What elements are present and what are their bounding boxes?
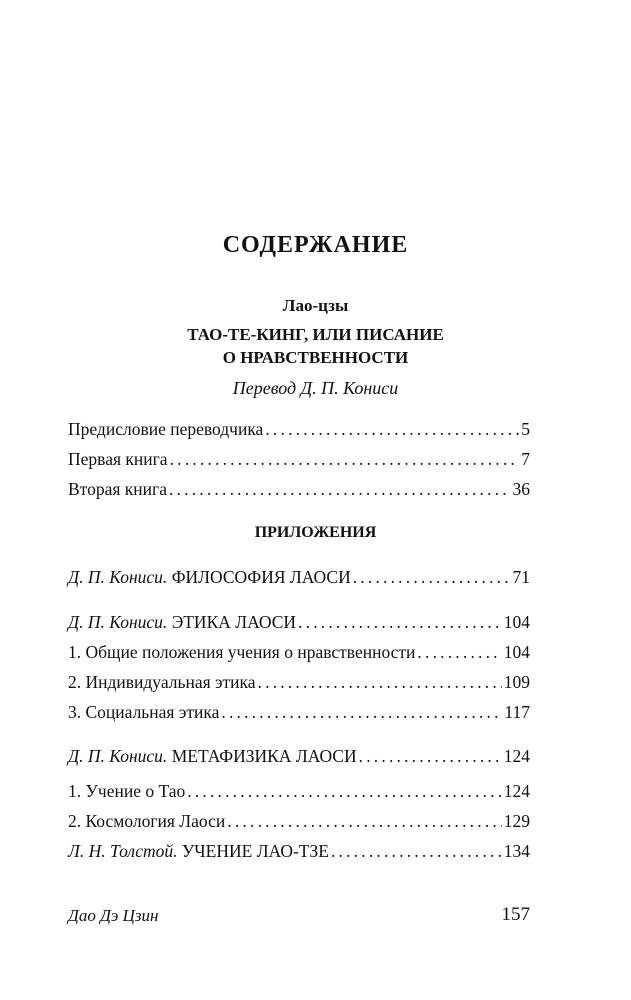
toc-entry-label: Предисловие переводчика xyxy=(68,419,264,439)
leader-dots xyxy=(258,671,502,693)
page-number: 157 xyxy=(501,904,530,925)
toc-entry-label: Первая книга xyxy=(68,449,168,469)
toc-entry-page: 104 xyxy=(503,612,530,632)
toc-entry[interactable] xyxy=(68,840,530,862)
toc-entry-label: ФИЛОСОФИЯ ЛАОСИ xyxy=(171,567,351,587)
toc-entry[interactable] xyxy=(68,780,530,802)
leader-dots xyxy=(187,780,502,802)
toc-entry[interactable] xyxy=(68,448,530,470)
leader-dots xyxy=(221,701,502,723)
toc-entry-page: 71 xyxy=(512,567,530,587)
page-title: СОДЕРЖАНИЕ xyxy=(222,232,409,258)
toc-entry-label: 1. Учение о Тао xyxy=(68,781,186,801)
toc-entry[interactable] xyxy=(68,745,530,767)
toc-entry[interactable] xyxy=(68,566,530,588)
toc-entry-author: Д. П. Кониси. xyxy=(68,567,168,587)
toc-entry-page: 129 xyxy=(503,811,530,831)
leader-dots xyxy=(227,810,501,832)
running-footer-title: Дао Дэ Цзин xyxy=(68,906,159,925)
author-name: Лао-цзы xyxy=(282,296,349,315)
toc-entry-page: 134 xyxy=(503,841,530,861)
toc-entry-page: 109 xyxy=(503,672,530,692)
toc-entry-author: Д. П. Кониси. xyxy=(68,746,168,766)
toc-entry[interactable] xyxy=(68,641,530,663)
toc-entry-label: 3. Социальная этика xyxy=(68,702,220,722)
leader-dots xyxy=(170,448,520,470)
toc-entry-label: МЕТАФИЗИКА ЛАОСИ xyxy=(171,746,357,766)
leader-dots xyxy=(169,478,511,500)
toc-entry[interactable] xyxy=(68,418,530,440)
leader-dots xyxy=(417,641,501,663)
leader-dots xyxy=(331,840,502,862)
leader-dots xyxy=(353,566,511,588)
toc-entry-author: Д. П. Кониси. xyxy=(68,612,168,632)
toc-entry[interactable] xyxy=(68,478,530,500)
work-title-line-2: О НРАВСТВЕННОСТИ xyxy=(222,348,409,367)
translation-credit: Перевод Д. П. Кониси xyxy=(232,378,399,398)
leader-dots xyxy=(359,745,502,767)
toc-entry-page: 7 xyxy=(521,449,530,469)
leader-dots xyxy=(265,418,519,440)
toc-entry-label: 2. Индивидуальная этика xyxy=(68,672,256,692)
toc-entry[interactable] xyxy=(68,671,530,693)
appendix-heading: ПРИЛОЖЕНИЯ xyxy=(254,524,377,541)
toc-entry-page: 104 xyxy=(503,642,530,662)
toc-entry[interactable] xyxy=(68,701,530,723)
toc-entry-label: ЭТИКА ЛАОСИ xyxy=(171,612,297,632)
work-title-line-1: ТАО-ТЕ-КИНГ, ИЛИ ПИСАНИЕ xyxy=(187,325,444,344)
toc-entry-label: Вторая книга xyxy=(68,479,167,499)
toc-entry-page: 5 xyxy=(521,419,530,439)
toc-entry-page: 36 xyxy=(512,479,530,499)
toc-entry-page: 124 xyxy=(503,746,530,766)
toc-entry[interactable] xyxy=(68,611,530,633)
toc-entry[interactable] xyxy=(68,810,530,832)
leader-dots xyxy=(298,611,502,633)
toc-entry-page: 117 xyxy=(504,702,530,722)
toc-entry-label: УЧЕНИЕ ЛАО-ТЗЕ xyxy=(181,841,329,861)
toc-entry-author: Л. Н. Толстой. xyxy=(68,841,178,861)
toc-entry-label: 1. Общие положения учения о нравственности xyxy=(68,642,416,662)
toc-entry-label: 2. Космология Лаоси xyxy=(68,811,226,831)
toc-entry-page: 124 xyxy=(503,781,530,801)
